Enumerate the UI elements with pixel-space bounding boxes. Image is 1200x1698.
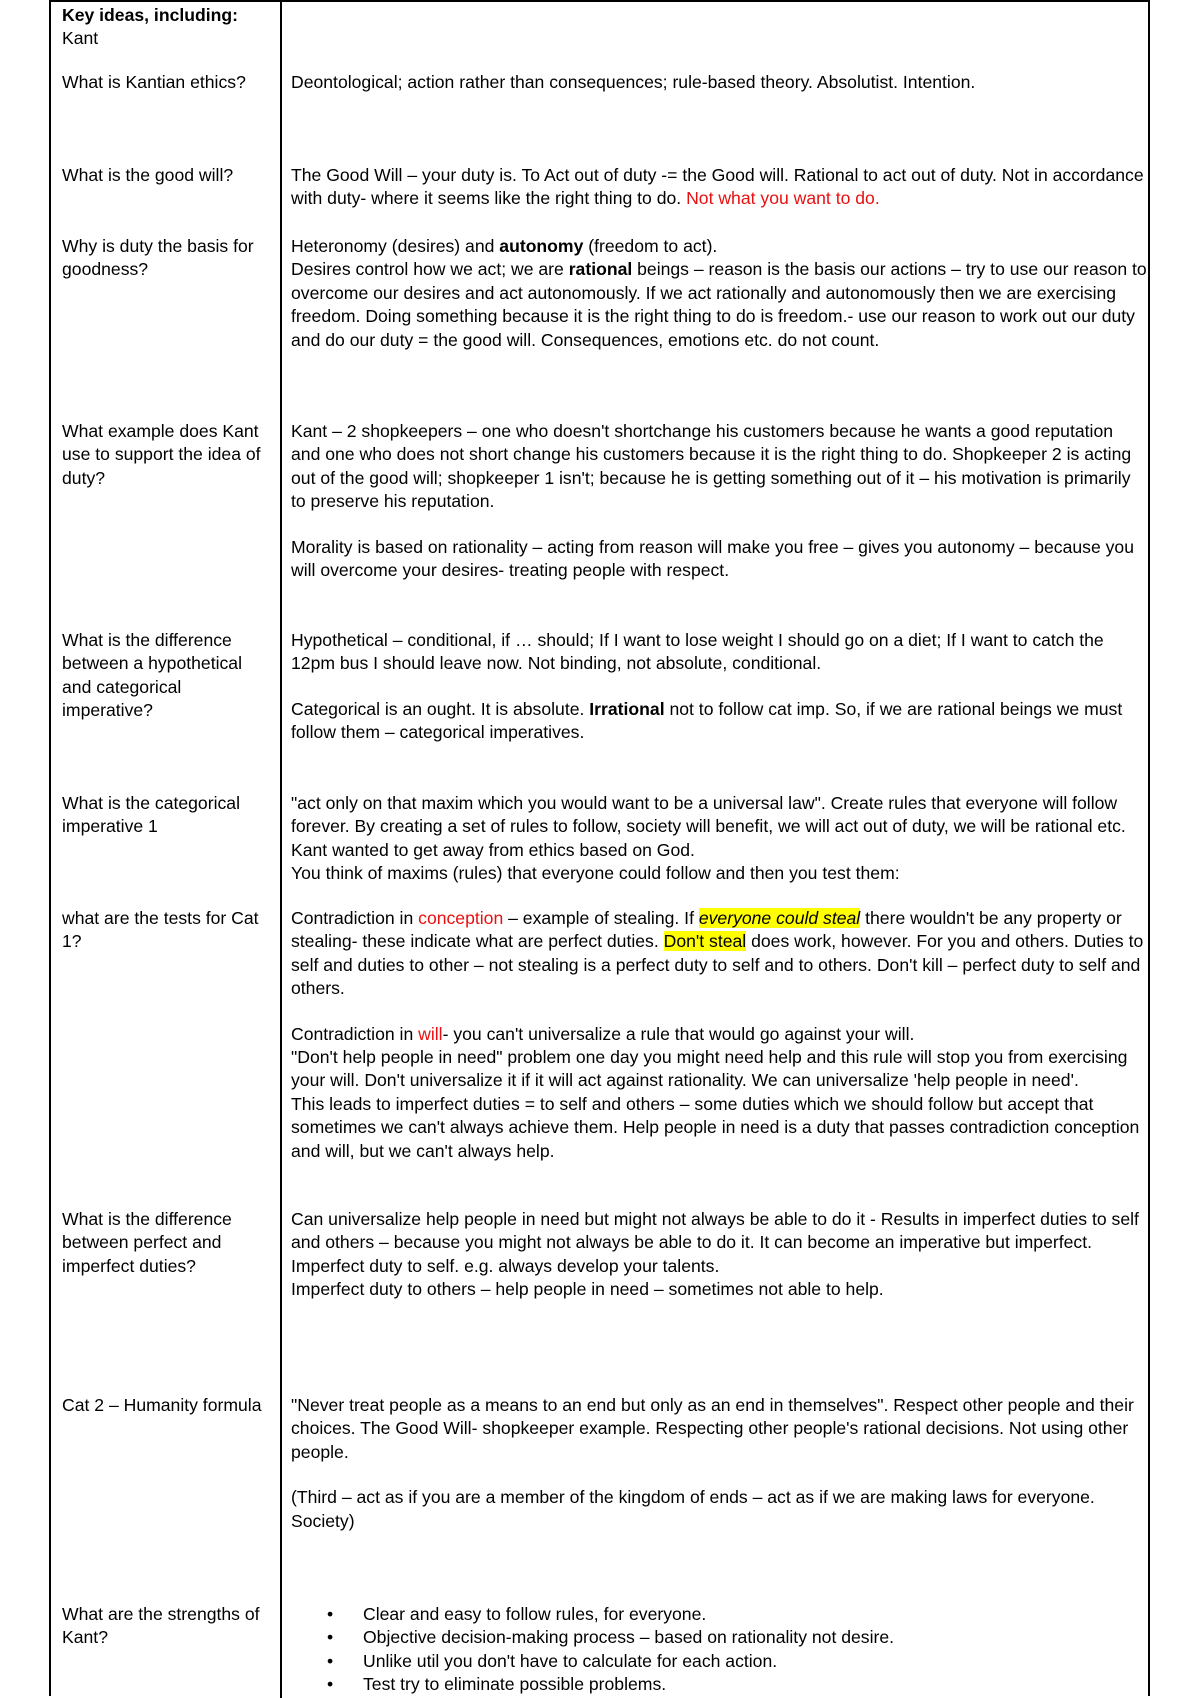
- answer-paragraph: [291, 907, 1147, 1001]
- answer-paragraph: Morality is based on rationality – acting from reason will make you free – gives you autonomy – because you will overcome your desires- treating people with respect.: [291, 536, 1134, 581]
- answer-text: Categorical is an ought. It is absolute.: [291, 698, 590, 719]
- list-item: • Objective decision-making process – based on rationality not desire.: [291, 1626, 1147, 1649]
- answer-text: – example of stealing. If: [503, 908, 699, 928]
- bold-term: rational: [568, 259, 633, 280]
- question-cell: What is the good will?: [62, 165, 234, 185]
- answer-cell: [291, 1208, 1147, 1302]
- emphasis-text: conception: [418, 908, 504, 928]
- answer-text: Heteronomy (desires) and: [291, 236, 500, 256]
- answer-paragraph: [291, 698, 1147, 745]
- answer-text: - you can't universalize a rule that would go against your will.: [442, 1023, 915, 1044]
- question-cell: What example does Kant use to support the idea of duty?: [62, 421, 261, 488]
- answer-cell: [291, 1394, 1147, 1533]
- answer-paragraph: "Don't help people in need" problem one day you might need help and this rule will stop you from exercising your will. Don't universalize it if it will act against rationality. We can universalize 'help people in need'.: [291, 1047, 1128, 1091]
- answer-paragraph: Hypothetical – conditional, if … should; If I want to lose weight I should go on a diet; If I want to catch the 12pm bus I should leave now. Not binding, not absolute, conditional.: [291, 630, 1104, 674]
- answer-paragraph: [291, 1023, 1147, 1046]
- header-subtitle: Kant: [62, 28, 99, 49]
- question-cell: Cat 2 – Humanity formula: [62, 1395, 262, 1415]
- answer-paragraph: Imperfect duty to self. e.g. always develop your talents.: [291, 1255, 720, 1276]
- answer-paragraph: Can universalize help people in need but might not always be able to do it - Results in imperfect duties to self and others – because you might not always be able to do it. It can become an imperative but imperfect.: [291, 1209, 1139, 1253]
- question-cell: What is the difference between a hypothetical and categorical imperative?: [62, 630, 242, 721]
- notes-table: [49, 0, 1150, 1696]
- answer-cell: [291, 792, 1147, 886]
- question-cell: What are the strengths of Kant?: [62, 1604, 260, 1648]
- question-cell: What is the difference between perfect and imperfect duties?: [62, 1209, 232, 1276]
- answer-text: there wouldn't be any property or stealing- these indicate what are perfect duties.: [291, 908, 1122, 952]
- bold-term: Irrational: [589, 698, 665, 719]
- answer-text: Desires control how we act; we are: [291, 259, 569, 280]
- answer-cell: [291, 1603, 1147, 1697]
- answer-cell: [291, 629, 1147, 745]
- answer-paragraph: Kant – 2 shopkeepers – one who doesn't shortchange his customers because he wants a good reputation and one who does not short change his customers because it is the right thing to do. Shopkeeper 2 is acting out of the good will; shopkeeper 1 isn't; because he is getting something out of it – his motivation is primarily to preserve his reputation.: [291, 421, 1132, 512]
- question-cell: Why is duty the basis for goodness?: [62, 236, 254, 280]
- answer-cell: [291, 164, 1147, 211]
- answer-paragraph: "Never treat people as a means to an end but only as an end in themselves". Respect other people and their choices. The Good Will- shopkeeper example. Respecting other people's rational decisions. Not using other people.: [291, 1395, 1134, 1462]
- header-cell: [62, 4, 272, 51]
- answer-cell: [291, 907, 1147, 1163]
- answer-cell: [291, 71, 1147, 94]
- answer-text: The Good Will – your duty is. To Act out of duty -= the Good will. Rational to act out of duty. Not in accordance with duty- where it seems like the right thing to do.: [291, 165, 1144, 209]
- question-cell: What is the categorical imperative 1: [62, 793, 240, 837]
- answer-paragraph: "act only on that maxim which you would want to be a universal law". Create rules that everyone will follow forever. By creating a set of rules to follow, society will benefit, we will act out of duty, we will be rational etc. Kant wanted to get away from ethics based on God.: [291, 793, 1126, 860]
- answer-text: does work, however. For you and others. Duties to self and duties to other – not stealing is a perfect duty to self and to others. Don't kill – perfect duty to self and others.: [291, 931, 1144, 999]
- answer-text: Contradiction in: [291, 908, 419, 928]
- answer-paragraph: (Third – act as if you are a member of the kingdom of ends – act as if we are making laws for everyone. Society): [291, 1487, 1095, 1531]
- answer-cell: [291, 235, 1147, 352]
- answer-paragraph: This leads to imperfect duties = to self and others – some duties which we should follow but accept that sometimes we can't always achieve them. Help people in need is a duty that passes contradiction conception and will, but we can't always help.: [291, 1093, 1140, 1161]
- question-cell: what are the tests for Cat 1?: [62, 908, 259, 952]
- answer-text: Contradiction in: [291, 1023, 419, 1044]
- column-divider: [280, 2, 282, 1698]
- answer-cell: [291, 420, 1147, 582]
- list-item: • Clear and easy to follow rules, for everyone.: [291, 1603, 1147, 1626]
- strengths-list: [291, 1603, 1147, 1697]
- answer-text: Deontological; action rather than consequences; rule-based theory. Absolutist. Intention.: [291, 72, 976, 92]
- answer-paragraph: Imperfect duty to others – help people in need – sometimes not able to help.: [291, 1279, 884, 1300]
- emphasis-text: will: [418, 1023, 443, 1044]
- highlighted-text: everyone could steal: [698, 908, 861, 928]
- header-title: Key ideas, including:: [62, 5, 238, 25]
- highlighted-text: Don't steal: [663, 931, 747, 952]
- list-item: • Test try to eliminate possible problems.: [291, 1673, 1147, 1696]
- question-cell: What is Kantian ethics?: [62, 72, 246, 92]
- answer-paragraph: You think of maxims (rules) that everyone could follow and then you test them:: [291, 863, 900, 884]
- list-item: • Unlike util you don't have to calculate for each action.: [291, 1650, 1147, 1673]
- answer-text: beings – reason is the basis our actions – try to use our reason to overcome our desires and act autonomously. If we act rationally and autonomously then we are exercising freedom. Doing something because it is the right thing to do is freedom.- use our reason to work out our duty and do our duty = the good will. Consequences, emotions etc. do not count.: [291, 259, 1147, 350]
- emphasis-text: Not what you want to do.: [686, 188, 880, 209]
- answer-text: (freedom to act).: [583, 236, 718, 256]
- answer-text: not to follow cat imp. So, if we are rational beings we must follow them – categorical imperatives.: [291, 698, 1123, 743]
- bold-term: autonomy: [499, 236, 584, 256]
